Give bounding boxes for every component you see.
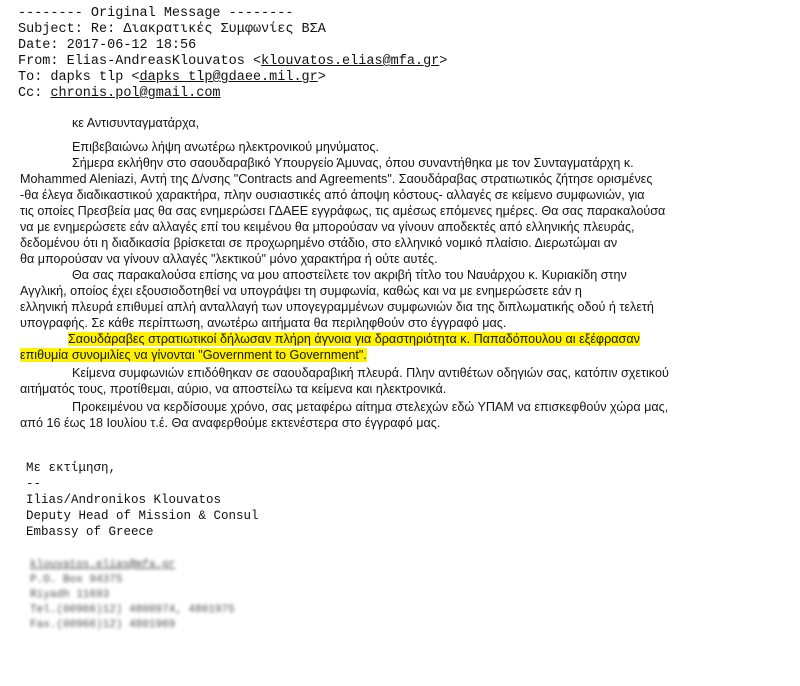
cc-email-link[interactable]: chronis.pol@gmail.com: [50, 86, 221, 101]
body-line: Κείμενα συμφωνιών επιδόθηκαν σε σαουδαραβική πλευρά. Πλην αντιθέτων οδηγιών σας, κατόπιν σχετικού: [72, 366, 669, 380]
highlighted-line: [20, 348, 367, 363]
date-line: Date: 2017-06-12 18:56: [18, 38, 197, 53]
from-end: >: [439, 54, 448, 69]
body-line: ελληνική πλευρά επιθυμεί απλή ανταλλαγή των υπογεγραμμένων συμφωνιών δια της διπλωματικής οδού ή τελετή: [20, 300, 654, 314]
redacted-pobox: P.O. Box 94375: [30, 574, 123, 586]
body-line: υπογραφής. Σε κάθε περίπτωση, ανωτέρω αιτήματα θα περιληφθούν στο έγγραφό μας.: [20, 316, 507, 330]
to-label: To: dapks tlp <: [18, 70, 140, 85]
original-message-separator: -------- Original Message --------: [18, 6, 294, 21]
highlighted-line: [68, 332, 640, 347]
to-end: >: [317, 70, 326, 85]
body-line: Προκειμένου να κερδίσουμε χρόνο, σας μεταφέρω αίτημα στελεχών εδώ ΥΠΑΜ να επισκεφθούν χώρα μας,: [72, 400, 669, 414]
body-line: Θα σας παρακαλούσα επίσης να μου αποστείλετε τον ακριβή τίτλο του Ναυάρχου κ. Κυριακίδη στην: [72, 268, 627, 282]
redacted-city: Riyadh 11693: [30, 589, 110, 601]
redacted-telephone: Tel.(00966)12) 4800974, 4801975: [30, 604, 235, 616]
closing: Με εκτίμηση,: [26, 461, 117, 475]
highlight-text: Σαουδάραβες στρατιωτικοί δήλωσαν πλήρη άγνοια για δραστηριότητα κ. Παπαδόπουλου αι εξέφρασαν: [68, 332, 640, 346]
from-line: [18, 54, 447, 70]
cc-label: Cc:: [18, 86, 51, 101]
greeting: κε Αντισυνταγματάρχα,: [72, 116, 200, 130]
subject-line: Subject: Re: Διακρατικές Συμφωνίες ΒΣΑ: [18, 22, 326, 37]
from-label: From: Elias-AndreasKlouvatos <: [18, 54, 262, 69]
body-line: να με ενημερώσετε εάν αλλαγές επί του κειμένου θα μπορούσαν να γίνουν αποδεκτές από ελληνικής πλευράς,: [20, 220, 635, 234]
redacted-fax: Fax.(00966)12) 4801969: [30, 619, 176, 631]
signatory-organization: Embassy of Greece: [26, 525, 154, 539]
to-line: [18, 70, 326, 86]
signatory-name: Ilias/Andronikos Klouvatos: [26, 493, 222, 507]
body-line: Αγγλική, οποίος έχει εξουσιοδοτηθεί να υπογράψει τη συμφωνία, καθώς και να με ενημερώσετε εάν η: [20, 284, 582, 298]
cc-line: [18, 86, 221, 102]
from-email-link[interactable]: klouvatos.elias@mfa.gr: [261, 54, 440, 69]
body-line: θα μπορούσαν να γίνουν αλλαγές "λεκτικού" μόνο χαρακτήρα ή ούτε αυτές.: [20, 252, 438, 266]
body-line: Σήμερα εκλήθην στο σαουδαραβικό Υπουργείο Άμυνας, όπου συναντήθηκα με τον Συνταγματάρχη κ.: [72, 156, 634, 170]
to-email-link[interactable]: dapks_tlp@gdaee.mil.gr: [139, 70, 318, 85]
body-line: τις οποίες Πρεσβεία μας θα σας ενημερώσει ΓΔΑΕΕ εγγράφως, τις αμέσως επόμενες ημέρες. Θα σας παρακαλούσα: [20, 204, 666, 218]
body-line: Επιβεβαιώνω λήψη ανωτέρω ηλεκτρονικού μηνύματος.: [72, 140, 379, 154]
highlight-text: επιθυμία συνομιλίες να γίνονται "Government to Government".: [20, 348, 367, 362]
body-line: Mohammed Aleniazi, Αντή της Δ/νσης "Contracts and Agreements". Σαουδάραβας στρατιωτικός ζήτησε ορισμένες: [20, 172, 653, 186]
redacted-email: klouvatos.elias@mfa.gr: [30, 559, 176, 571]
signature-dashes: --: [26, 477, 42, 491]
signatory-title: Deputy Head of Mission & Consul: [26, 509, 259, 523]
body-line: αιτήματός τους, προτίθεμαι, αύριο, να αποστείλω τα κείμενα και ηλεκτρονικά.: [20, 382, 447, 396]
body-line: από 16 έως 18 Ιουλίου τ.έ. Θα αναφερθούμε εκτενέστερα στο έγγραφό μας.: [20, 416, 441, 430]
body-line: -θα έλεγα διαδικαστικού χαρακτήρα, πλην ουσιαστικές από άποψη κόστους- αλλαγές σε κείμενο συμφωνιών, για: [20, 188, 645, 202]
body-line: δεδομένου ότι η διαδικασία βρίσκεται σε προχωρημένο στάδιο, στο ελληνικό νομικό πλαίσιο. Διερωτώμαι αν: [20, 236, 618, 250]
